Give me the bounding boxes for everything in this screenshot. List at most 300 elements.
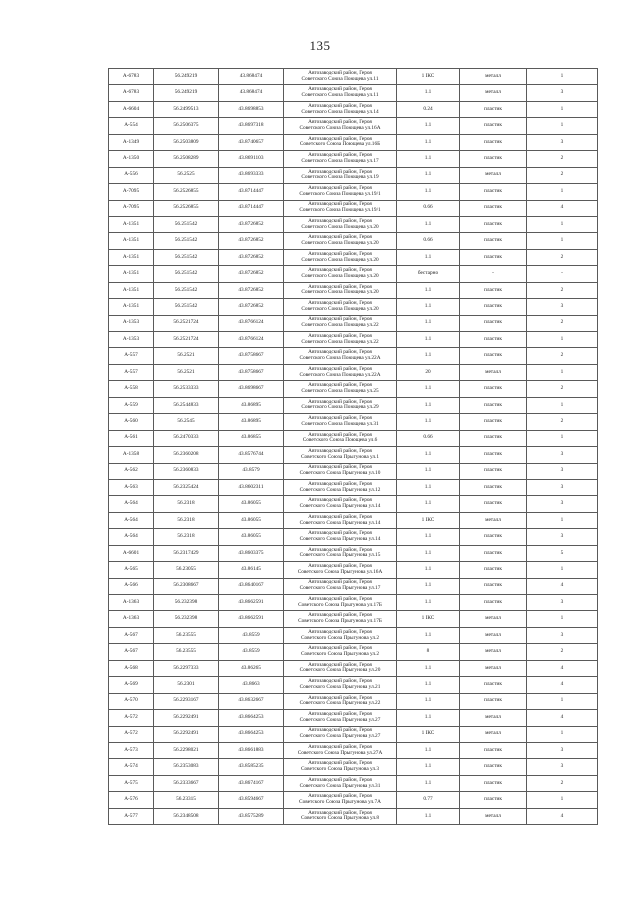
latitude-cell: 56.2506375 (154, 118, 219, 134)
table-row (109, 759, 598, 775)
site-id-cell: А-556 (109, 167, 154, 183)
site-id-cell: А-560 (109, 414, 154, 430)
address-district-line: Автозаводский район, Героя (308, 710, 372, 717)
longitude-cell: 43.8726852 (219, 233, 284, 249)
material-cell: пластик (460, 496, 527, 512)
latitude-cell: 56.251542 (154, 249, 219, 265)
longitude-cell: 43.8674167 (219, 775, 284, 791)
longitude-cell: 43.8602311 (219, 479, 284, 495)
count-cell: 2 (527, 348, 598, 364)
address-district-line: Автозаводский район, Героя (308, 283, 372, 290)
address-cell (284, 397, 397, 413)
latitude-cell: 56.2525 (154, 167, 219, 183)
site-id-cell: А-568 (109, 660, 154, 676)
longitude-cell: 43.868474 (219, 85, 284, 101)
table-row (109, 315, 598, 331)
material-cell: пластик (460, 101, 527, 117)
table-row (109, 529, 598, 545)
address-cell (284, 775, 397, 791)
longitude-cell: 43.8585235 (219, 759, 284, 775)
count-cell: 1 (527, 184, 598, 200)
table-row (109, 101, 598, 117)
site-id-cell: А-6604 (109, 101, 154, 117)
count-cell: 1 (527, 726, 598, 742)
longitude-cell: 43.86055 (219, 529, 284, 545)
material-cell: пластик (460, 299, 527, 315)
latitude-cell: 56.2353083 (154, 759, 219, 775)
address-cell (284, 627, 397, 643)
table-row (109, 463, 598, 479)
material-cell: пластик (460, 184, 527, 200)
longitude-cell: 43.8576744 (219, 447, 284, 463)
address-street-line: Советского Союза Прыгунова ул.7А (299, 798, 381, 805)
address-cell (284, 430, 397, 446)
latitude-cell: 56.2521 (154, 348, 219, 364)
latitude-cell: 56.2526855 (154, 184, 219, 200)
longitude-cell: 43.86855 (219, 430, 284, 446)
address-street-line: Советского Союза Поющева ул.19/1 (299, 190, 381, 197)
material-cell: пластик (460, 397, 527, 413)
site-id-cell: А-1353 (109, 332, 154, 348)
table-body (109, 69, 598, 825)
address-street-line: Советского Союза Поющева ул.22 (301, 338, 379, 345)
address-cell (284, 792, 397, 808)
longitude-cell: 43.8758667 (219, 364, 284, 380)
longitude-cell: 43.8714447 (219, 200, 284, 216)
count-cell: 4 (527, 710, 598, 726)
volume-cell: 1.1 (397, 167, 460, 183)
latitude-cell: 56.251542 (154, 299, 219, 315)
material-cell: пластик (460, 134, 527, 150)
longitude-cell: 43.868474 (219, 69, 284, 85)
address-cell (284, 315, 397, 331)
address-cell (284, 299, 397, 315)
volume-cell: 1.1 (397, 463, 460, 479)
table-row (109, 545, 598, 561)
longitude-cell: 43.8632667 (219, 693, 284, 709)
address-street-line: Советского Союза Прыгунова ул.14 (299, 503, 381, 510)
longitude-cell: 43.8662591 (219, 595, 284, 611)
material-cell: пластик (460, 233, 527, 249)
address-district-line: Автозаводский район, Героя (308, 250, 372, 257)
table-row (109, 792, 598, 808)
latitude-cell: 56.2297333 (154, 660, 219, 676)
count-cell: 3 (527, 529, 598, 545)
site-id-cell: А-573 (109, 742, 154, 758)
site-id-cell: А-572 (109, 710, 154, 726)
address-cell (284, 693, 397, 709)
volume-cell: 1 ІКС (397, 611, 460, 627)
longitude-cell: 43.8698667 (219, 381, 284, 397)
address-street-line: Советского Союза Поющева ул.6 (302, 437, 378, 444)
longitude-cell: 43.8575289 (219, 808, 284, 824)
address-cell (284, 447, 397, 463)
count-cell: 2 (527, 414, 598, 430)
address-street-line: Советского Союза Прыгунова ул.8 (300, 815, 380, 822)
latitude-cell: 56.2318 (154, 496, 219, 512)
site-id-cell: А-6601 (109, 545, 154, 561)
address-district-line: Автозаводский район, Героя (308, 595, 372, 602)
material-cell: пластик (460, 578, 527, 594)
count-cell: 4 (527, 578, 598, 594)
latitude-cell: 56.2508289 (154, 151, 219, 167)
latitude-cell: 56.2521724 (154, 315, 219, 331)
site-id-cell: А-575 (109, 775, 154, 791)
address-cell (284, 167, 397, 183)
address-district-line: Автозаводский район, Героя (308, 398, 372, 405)
material-cell: пластик (460, 249, 527, 265)
latitude-cell: 56.23555 (154, 627, 219, 643)
address-street-line: Советского Союза Прыгунова ул.22 (299, 700, 381, 707)
site-id-cell: А-574 (109, 759, 154, 775)
volume-cell: 1.1 (397, 118, 460, 134)
volume-cell: 1.1 (397, 545, 460, 561)
material-cell: пластик (460, 562, 527, 578)
address-district-line: Автозаводский район, Героя (308, 382, 372, 389)
latitude-cell: 56.23315 (154, 792, 219, 808)
address-street-line: Советского Союза Прыгунова ул.10 (299, 470, 381, 477)
site-id-cell: А-1351 (109, 216, 154, 232)
volume-cell: 1.1 (397, 414, 460, 430)
latitude-cell: 56.2318 (154, 529, 219, 545)
table-row (109, 479, 598, 495)
latitude-cell: 56.2526855 (154, 200, 219, 216)
site-id-cell: А-1363 (109, 595, 154, 611)
address-street-line: Советского Союза Поющева ул.20 (301, 240, 379, 247)
table-row (109, 693, 598, 709)
address-street-line: Советского Союза Поющева ул.25 (301, 388, 379, 395)
count-cell: 3 (527, 85, 598, 101)
address-street-line: Советского Союза Поющева ул.20 (301, 272, 379, 279)
latitude-cell: 56.232398 (154, 611, 219, 627)
latitude-cell: 56.23055 (154, 562, 219, 578)
table-row (109, 233, 598, 249)
address-district-line: Автозаводский район, Героя (308, 415, 372, 422)
longitude-cell: 43.86145 (219, 562, 284, 578)
address-street-line: Советского Союза Прыгунова ул.12 (299, 486, 381, 493)
count-cell: 4 (527, 677, 598, 693)
volume-cell: 1.1 (397, 759, 460, 775)
table-row (109, 151, 598, 167)
address-district-line: Автозаводский район, Героя (308, 86, 372, 93)
count-cell: 4 (527, 200, 598, 216)
count-cell: 3 (527, 447, 598, 463)
longitude-cell: 43.86895 (219, 414, 284, 430)
address-cell (284, 529, 397, 545)
address-cell (284, 118, 397, 134)
latitude-cell: 56.2301 (154, 677, 219, 693)
address-cell (284, 512, 397, 528)
table-row (109, 644, 598, 660)
longitude-cell: 43.86055 (219, 496, 284, 512)
latitude-cell: 56.2533333 (154, 381, 219, 397)
site-id-cell: А-577 (109, 808, 154, 824)
address-district-line: Автозаводский район, Героя (308, 201, 372, 208)
site-id-cell: А-576 (109, 792, 154, 808)
address-cell (284, 266, 397, 282)
address-street-line: Советского Союза Прыгунова ул.16А (297, 568, 383, 575)
address-street-line: Советского Союза Поющева ул.22А (299, 371, 381, 378)
table-row (109, 200, 598, 216)
address-street-line: Советского Союза Прыгунова ул.27А (297, 749, 383, 756)
address-district-line: Автозаводский район, Героя (308, 234, 372, 241)
material-cell: пластик (460, 595, 527, 611)
count-cell: 4 (527, 660, 598, 676)
longitude-cell: 43.8663 (219, 677, 284, 693)
address-district-line: Автозаводский район, Героя (308, 332, 372, 339)
longitude-cell: 43.8766124 (219, 332, 284, 348)
address-district-line: Автозаводский район, Героя (308, 431, 372, 438)
material-cell: пластик (460, 529, 527, 545)
longitude-cell: 43.8664253 (219, 726, 284, 742)
longitude-cell: 43.8559 (219, 627, 284, 643)
address-district-line: Автозаводский район, Героя (308, 119, 372, 126)
address-district-line: Автозаводский район, Героя (308, 316, 372, 323)
site-id-cell: А-565 (109, 562, 154, 578)
address-district-line: Автозаводский район, Героя (308, 563, 372, 570)
material-cell: пластик (460, 479, 527, 495)
address-cell (284, 595, 397, 611)
count-cell: 1 (527, 233, 598, 249)
volume-cell: 1.1 (397, 562, 460, 578)
table-row (109, 414, 598, 430)
count-cell: 1 (527, 611, 598, 627)
material-cell: пластик (460, 430, 527, 446)
address-cell (284, 200, 397, 216)
table-row (109, 775, 598, 791)
longitude-cell: 43.8603375 (219, 545, 284, 561)
address-street-line: Советского Союза Поющева ул.19/1 (299, 207, 381, 214)
address-district-line: Автозаводский район, Героя (308, 217, 372, 224)
address-district-line: Автозаводский район, Героя (308, 497, 372, 504)
container-sites-table (108, 68, 598, 825)
latitude-cell: 56.2292491 (154, 710, 219, 726)
address-street-line: Советского Союза Прыгунова ул.1 (300, 453, 380, 460)
longitude-cell: 43.8714447 (219, 184, 284, 200)
address-cell (284, 644, 397, 660)
page-number: 135 (309, 38, 331, 53)
volume-cell: 1.1 (397, 677, 460, 693)
latitude-cell: 56.2293167 (154, 693, 219, 709)
volume-cell: 8 (397, 644, 460, 660)
address-street-line: Советского Союза Прыгунова ул.2 (300, 651, 380, 658)
address-district-line: Автозаводский район, Героя (308, 349, 372, 356)
volume-cell: 1.1 (397, 595, 460, 611)
longitude-cell: 43.8726852 (219, 266, 284, 282)
count-cell: 1 (527, 562, 598, 578)
volume-cell: 1.1 (397, 85, 460, 101)
material-cell: металл (460, 808, 527, 824)
address-street-line: Советского Союза Поющева ул.22А (299, 355, 381, 362)
longitude-cell: 43.8693333 (219, 167, 284, 183)
address-cell (284, 134, 397, 150)
site-id-cell: А-1349 (109, 134, 154, 150)
address-cell (284, 808, 397, 824)
volume-cell: 0.66 (397, 430, 460, 446)
site-id-cell: А-554 (109, 118, 154, 134)
table-row (109, 266, 598, 282)
longitude-cell: 43.8726852 (219, 216, 284, 232)
longitude-cell: 43.8697318 (219, 118, 284, 134)
address-district-line: Автозаводский район, Героя (308, 480, 372, 487)
volume-cell: 1.1 (397, 775, 460, 791)
volume-cell: 0.66 (397, 233, 460, 249)
longitude-cell: 43.8640167 (219, 578, 284, 594)
address-cell (284, 562, 397, 578)
address-district-line: Автозаводский район, Героя (308, 645, 372, 652)
address-street-line: Советского Союза Прыгунова ул.14 (299, 519, 381, 526)
address-street-line: Советского Союза Прыгунова ул.17 (299, 585, 381, 592)
table-row (109, 299, 598, 315)
address-cell (284, 85, 397, 101)
site-id-cell: А-1358 (109, 447, 154, 463)
material-cell: пластик (460, 381, 527, 397)
longitude-cell: 43.8662591 (219, 611, 284, 627)
address-street-line: Советского Союза Поющева ул.11 (301, 75, 379, 82)
volume-cell: 1.1 (397, 381, 460, 397)
table-row (109, 660, 598, 676)
longitude-cell: 43.8766124 (219, 315, 284, 331)
address-district-line: Автозаводский район, Героя (308, 760, 372, 767)
address-street-line: Советского Союза Поющева ул.29 (301, 404, 379, 411)
table-row (109, 364, 598, 380)
latitude-cell: 56.2470333 (154, 430, 219, 446)
latitude-cell: 56.251542 (154, 233, 219, 249)
address-street-line: Советского Союза Прыгунова ул.31 (299, 782, 381, 789)
table-row (109, 808, 598, 824)
address-street-line: Советского Союза Поющева ул.20 (301, 256, 379, 263)
site-id-cell: А-7095 (109, 200, 154, 216)
site-id-cell: А-558 (109, 381, 154, 397)
address-cell (284, 414, 397, 430)
volume-cell: 1.1 (397, 397, 460, 413)
count-cell: 2 (527, 249, 598, 265)
address-cell (284, 710, 397, 726)
latitude-cell: 56.2521 (154, 364, 219, 380)
address-cell (284, 282, 397, 298)
count-cell: 1 (527, 332, 598, 348)
site-id-cell: А-1353 (109, 315, 154, 331)
address-cell (284, 249, 397, 265)
volume-cell: 1.1 (397, 249, 460, 265)
material-cell: пластик (460, 693, 527, 709)
address-cell (284, 742, 397, 758)
volume-cell: 1 ІКС (397, 726, 460, 742)
material-cell: пластик (460, 216, 527, 232)
material-cell: металл (460, 69, 527, 85)
longitude-cell: 43.8758667 (219, 348, 284, 364)
address-district-line: Автозаводский район, Героя (308, 365, 372, 372)
address-district-line: Автозаводский район, Героя (308, 267, 372, 274)
address-district-line: Автозаводский район, Героя (308, 102, 372, 109)
table-row (109, 496, 598, 512)
longitude-cell: 43.86265 (219, 660, 284, 676)
table-row (109, 118, 598, 134)
material-cell: пластик (460, 151, 527, 167)
volume-cell: 1.1 (397, 348, 460, 364)
volume-cell: 1.1 (397, 216, 460, 232)
latitude-cell: 56.2333667 (154, 775, 219, 791)
address-district-line: Автозаводский район, Героя (308, 743, 372, 750)
longitude-cell: 43.8740657 (219, 134, 284, 150)
table-row (109, 512, 598, 528)
material-cell: металл (460, 710, 527, 726)
material-cell: пластик (460, 118, 527, 134)
address-street-line: Советского Союза Поющева ул.14 (301, 108, 379, 115)
volume-cell: 1.1 (397, 134, 460, 150)
table-row (109, 134, 598, 150)
table-row (109, 578, 598, 594)
count-cell: 3 (527, 463, 598, 479)
volume-cell: 1 ІКС (397, 69, 460, 85)
table-row (109, 216, 598, 232)
material-cell: металл (460, 364, 527, 380)
site-id-cell: А-564 (109, 529, 154, 545)
count-cell: 1 (527, 216, 598, 232)
site-id-cell: А-1351 (109, 249, 154, 265)
address-street-line: Советского Союза Прыгунова ул.15 (299, 552, 381, 559)
table-row (109, 430, 598, 446)
material-cell: металл (460, 660, 527, 676)
site-id-cell: А-562 (109, 463, 154, 479)
count-cell: 2 (527, 167, 598, 183)
site-id-cell: А-1363 (109, 611, 154, 627)
table-row (109, 447, 598, 463)
count-cell: 5 (527, 545, 598, 561)
address-district-line: Автозаводский район, Героя (308, 628, 372, 635)
longitude-cell: 43.8691103 (219, 151, 284, 167)
count-cell: 3 (527, 496, 598, 512)
address-cell (284, 479, 397, 495)
address-district-line: Автозаводский район, Героя (308, 694, 372, 701)
table-row (109, 397, 598, 413)
address-district-line: Автозаводский район, Героя (308, 513, 372, 520)
material-cell: металл (460, 627, 527, 643)
table-row (109, 726, 598, 742)
latitude-cell: 56.2544833 (154, 397, 219, 413)
address-street-line: Советского Союза Поющева ул.31 (301, 420, 379, 427)
material-cell: пластик (460, 677, 527, 693)
address-cell (284, 759, 397, 775)
latitude-cell: 56.2360833 (154, 463, 219, 479)
longitude-cell: 43.8664253 (219, 710, 284, 726)
latitude-cell: 56.2308667 (154, 578, 219, 594)
volume-cell: 1.1 (397, 496, 460, 512)
material-cell: - (460, 266, 527, 282)
site-id-cell: А-572 (109, 726, 154, 742)
address-street-line: Советского Союза Поющева ул.20 (301, 289, 379, 296)
volume-cell: 1.1 (397, 479, 460, 495)
address-cell (284, 101, 397, 117)
longitude-cell: 43.8559 (219, 644, 284, 660)
address-cell (284, 216, 397, 232)
site-id-cell: А-1351 (109, 299, 154, 315)
latitude-cell: 56.2318 (154, 512, 219, 528)
address-street-line: Советского Союза Поющева ул.11 (301, 92, 379, 99)
address-district-line: Автозаводский район, Героя (308, 809, 372, 816)
volume-cell: 1.1 (397, 315, 460, 331)
address-cell (284, 677, 397, 693)
count-cell: 2 (527, 381, 598, 397)
address-cell (284, 233, 397, 249)
volume-cell: 1.1 (397, 693, 460, 709)
longitude-cell: 43.8726852 (219, 299, 284, 315)
volume-cell: 0.77 (397, 792, 460, 808)
table-row (109, 381, 598, 397)
site-id-cell: А-1351 (109, 282, 154, 298)
material-cell: металл (460, 512, 527, 528)
address-district-line: Автозаводский район, Героя (308, 184, 372, 191)
